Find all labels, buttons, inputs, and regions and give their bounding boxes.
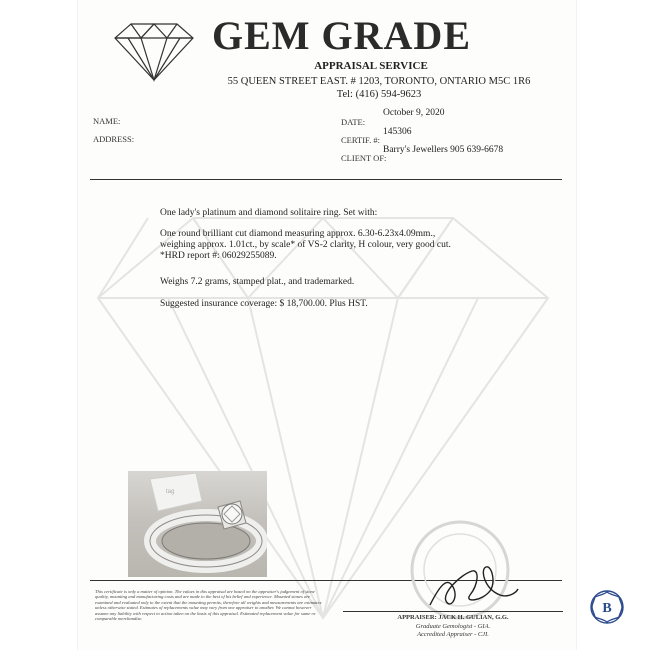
ring-photo [128, 471, 267, 577]
signature-mark [420, 555, 520, 611]
company-name: GEM GRADE [212, 13, 471, 58]
header-divider [90, 179, 562, 180]
company-address: 55 QUEEN STREET EAST. # 1203, TORONTO, ONTARIO M5C 1R6 [227, 76, 531, 87]
diamond-line-3: *HRD report #: 06029255089. [160, 251, 277, 261]
service-name: APPRAISAL SERVICE [314, 60, 428, 72]
name-label: NAME: [93, 116, 121, 126]
insurance-coverage: Suggested insurance coverage: $ 18,700.00. Plus HST. [160, 299, 368, 309]
appraiser-credential-2: Accredited Appraiser - CJI. [417, 631, 489, 638]
date-label: DATE: [341, 117, 366, 127]
client-value: Barry's Jewellers 905 639-6678 [383, 145, 504, 155]
svg-text:tag: tag [166, 489, 175, 495]
appraiser-credential-1: Graduate Gemologist - GIA. [415, 623, 491, 630]
company-phone: Tel: (416) 594-9623 [336, 89, 422, 100]
client-label: CLIENT OF: [341, 153, 387, 163]
certificate-label: CERTIF. #: [341, 135, 380, 145]
badge-letter: B [602, 601, 612, 616]
appraiser-name: APPRAISER: JACK H. GULIAN, G.G. [397, 614, 509, 621]
certificate-number: 145306 [383, 127, 412, 137]
signature-line [343, 611, 563, 612]
date-value: October 9, 2020 [383, 108, 445, 118]
b-badge-icon[interactable] [589, 589, 625, 625]
item-summary: One lady's platinum and diamond solitaire ring. Set with: [160, 208, 378, 218]
diamond-line-1: One round brilliant cut diamond measuring approx. 6.30-6.23x4.09mm., [160, 229, 436, 239]
diamond-icon [113, 20, 195, 82]
diamond-description [160, 229, 530, 262]
disclaimer-text: This certificate is only a matter of opinion. The values in this appraisal are based on the appraiser's judgement of stone quality, mounting and manufacturing costs and are made to the best of his belief and experience. Mounted stones are examined and evaluated only to the extent that the mounting permits, therefore all weights and measurements are estimates unless otherwise stated. Estimates of replacements value may vary from one appraiser to another. We cannot however assume any liability with respect to action taken on the basis of this appraisal. Estimated replacement value for same or comparable merchandise. [95, 589, 322, 622]
diamond-line-2: weighing approx. 1.01ct., by scale* of VS-2 clarity, H colour, very good cut. [160, 240, 451, 250]
weight-note: Weighs 7.2 grams, stamped plat., and trademarked. [160, 277, 355, 287]
address-label: ADDRESS: [93, 134, 135, 144]
